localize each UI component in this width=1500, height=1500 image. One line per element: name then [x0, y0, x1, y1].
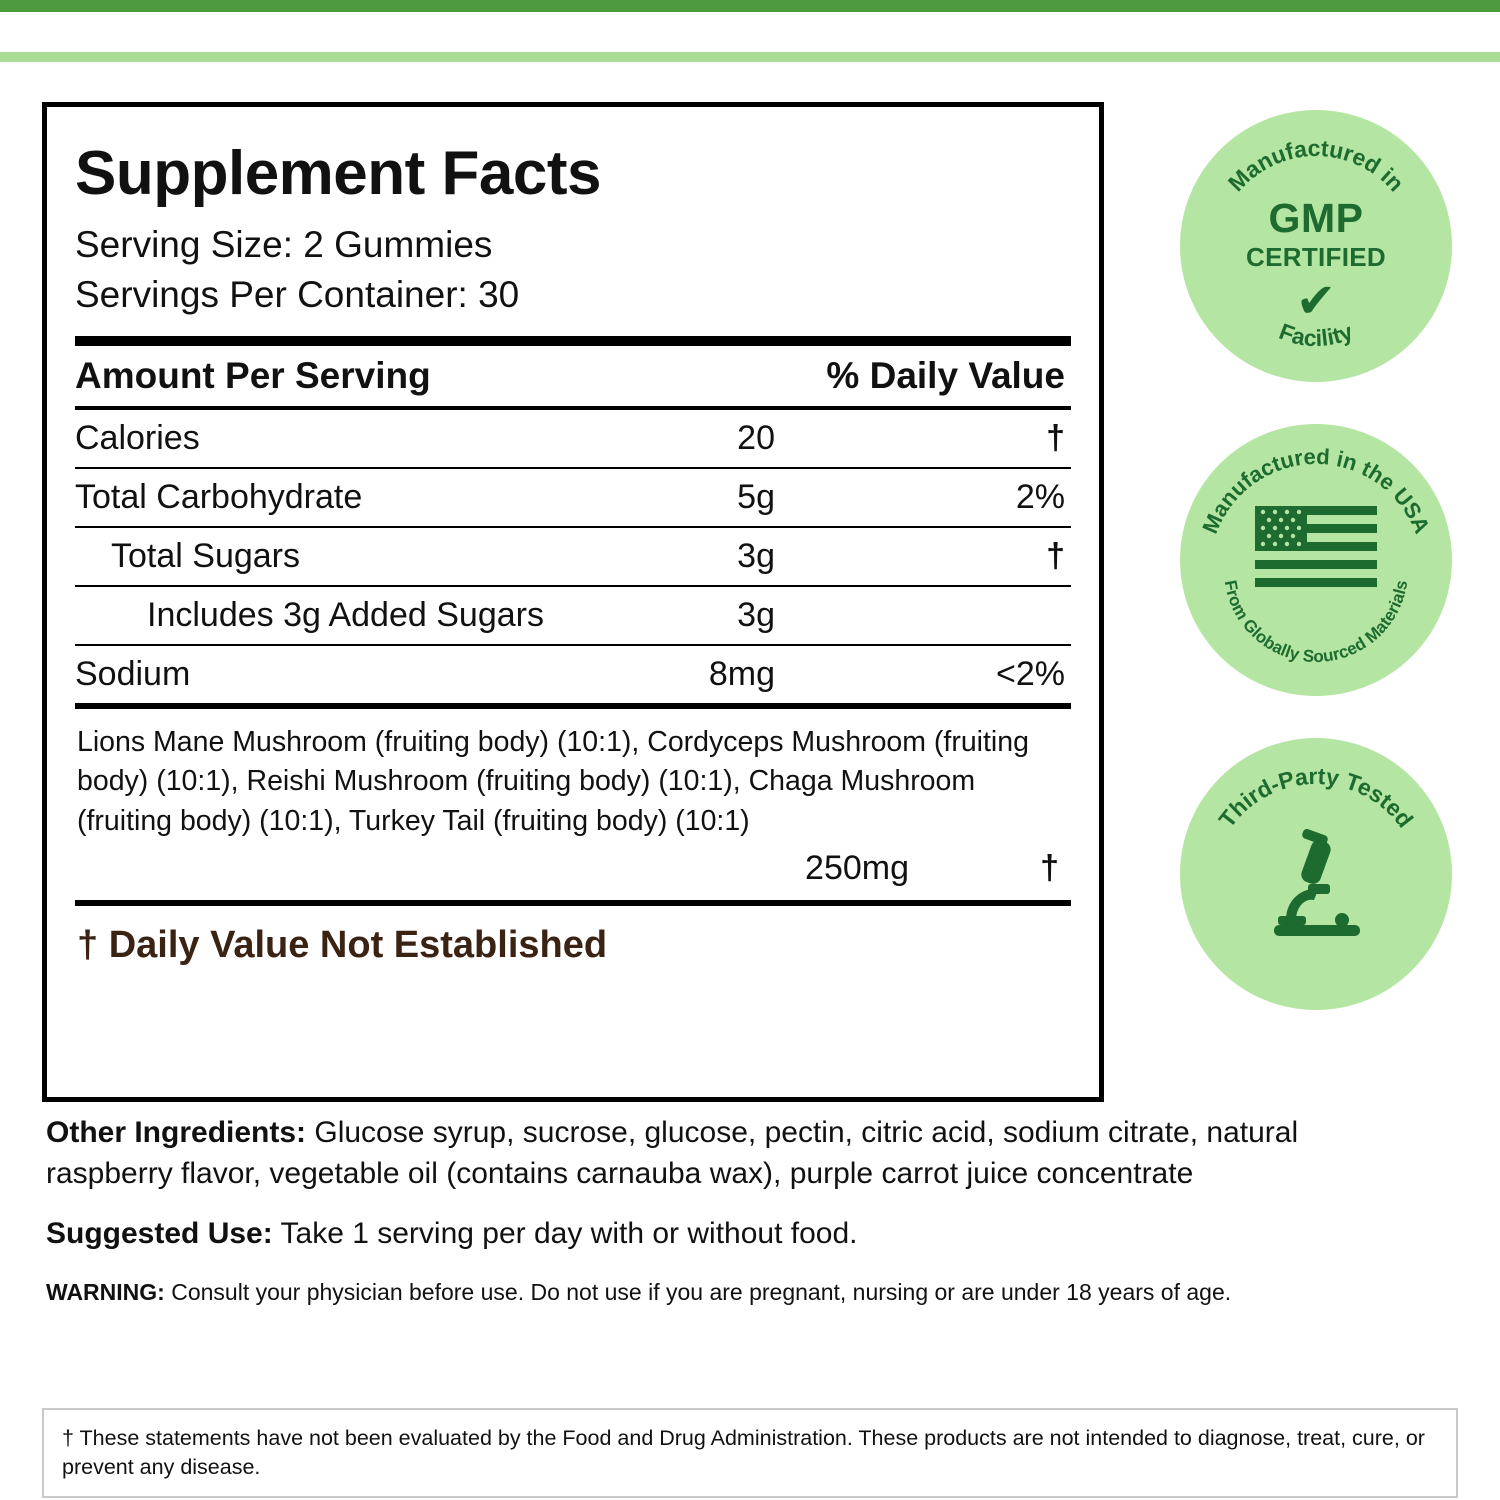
gmp-center-text [1180, 195, 1452, 273]
blend-daily-value: † [1040, 848, 1059, 887]
warning-body: Consult your physician before use. Do not use if you are pregnant, nursing or are under 18 years of age. [164, 1279, 1232, 1306]
divider-thick-top [75, 336, 1071, 346]
row-name: Calories [75, 408, 585, 468]
usa-arc-top: Manufactured in the USA [1197, 443, 1435, 538]
warning-label: WARNING: [46, 1279, 165, 1306]
nutrition-table [75, 346, 1071, 703]
row-amount: 20 [585, 408, 775, 468]
header-amount-per-serving: Amount Per Serving [75, 354, 431, 396]
svg-text:Manufactured in [1223, 135, 1409, 196]
badge-made-in-usa [1180, 424, 1452, 696]
blend-amount: 250mg [805, 848, 909, 887]
proprietary-blend-amount-row [75, 843, 1071, 900]
header-daily-value: % Daily Value [826, 354, 1065, 396]
row-name: Sodium [75, 645, 585, 703]
proprietary-blend-ingredients: Lions Mane Mushroom (fruiting body) (10:1), Cordyceps Mushroom (fruiting body) (10:1), Reishi Mushroom (fruiting body) (10:1), Chaga Mushroom (fruiting body) (10:1), Turkey Tail (fruiting body) (10:1) [77, 725, 1029, 837]
page-title: Supplement Facts [75, 139, 601, 208]
row-daily-value [775, 586, 1071, 645]
suggested-use [46, 1213, 1316, 1254]
tested-arc-top: Third-Party Tested [1213, 762, 1419, 833]
microscope-icon [1180, 824, 1452, 942]
checkmark-icon: ✔ [1295, 275, 1337, 328]
top-accent-bar-light [0, 52, 1500, 62]
below-panel-text [46, 1112, 1316, 1308]
row-name: Total Sugars [75, 527, 585, 586]
gmp-line2: CERTIFIED [1246, 242, 1386, 272]
row-amount: 5g [585, 468, 775, 527]
warning-text [46, 1276, 1316, 1308]
row-amount: 3g [585, 527, 775, 586]
fda-disclaimer: † These statements have not been evaluated by the Food and Drug Administration. These products are not intended to diagnose, treat, cure, or prevent any disease. [42, 1408, 1458, 1498]
row-amount: 8mg [585, 645, 775, 703]
table-row [75, 586, 1071, 645]
svg-text:Third-Party Tested [1213, 763, 1418, 832]
gmp-line1: GMP [1268, 195, 1364, 241]
row-name: Total Carbohydrate [75, 468, 585, 527]
svg-text:From Globally Sourced Material [1221, 579, 1412, 666]
supplement-facts-panel [42, 102, 1104, 1102]
other-ingredients [46, 1112, 1316, 1195]
table-header-row [75, 346, 1071, 408]
badge-third-party-tested [1180, 738, 1452, 1010]
table-row [75, 468, 1071, 527]
suggested-use-label: Suggested Use: [46, 1216, 273, 1250]
gmp-arc-top: Manufactured in [1222, 134, 1410, 197]
header-spacer [585, 346, 775, 408]
other-ingredients-text: Glucose syrup, sucrose, glucose, pectin, citric acid, sodium citrate, natural raspberry flavor, vegetable oil (contains carnauba wax), purple carrot juice concentrate [46, 1116, 1299, 1191]
row-daily-value: 2% [775, 468, 1071, 527]
table-row [75, 645, 1071, 703]
top-accent-bar-dark [0, 0, 1500, 12]
other-ingredients-label: Other Ingredients: [46, 1116, 307, 1149]
badges-column [1180, 110, 1470, 1052]
usa-arc-bottom: From Globally Sourced Materials [1220, 578, 1412, 667]
servings-per-container: Servings Per Container: 30 [75, 274, 520, 316]
suggested-use-text: Take 1 serving per day with or without food. [272, 1216, 858, 1250]
gmp-arc-bottom: Facility [1275, 318, 1357, 352]
daily-value-footnote: † Daily Value Not Established [77, 923, 608, 966]
table-row [75, 527, 1071, 586]
row-daily-value: † [775, 408, 1071, 468]
usa-flag-icon [1180, 506, 1452, 590]
badge-gmp-certified [1180, 110, 1452, 382]
row-name: Includes 3g Added Sugars [75, 586, 585, 645]
table-row [75, 408, 1071, 468]
row-daily-value: <2% [775, 645, 1071, 703]
serving-size: Serving Size: 2 Gummies [75, 224, 493, 266]
row-daily-value: † [775, 527, 1071, 586]
row-amount: 3g [585, 586, 775, 645]
